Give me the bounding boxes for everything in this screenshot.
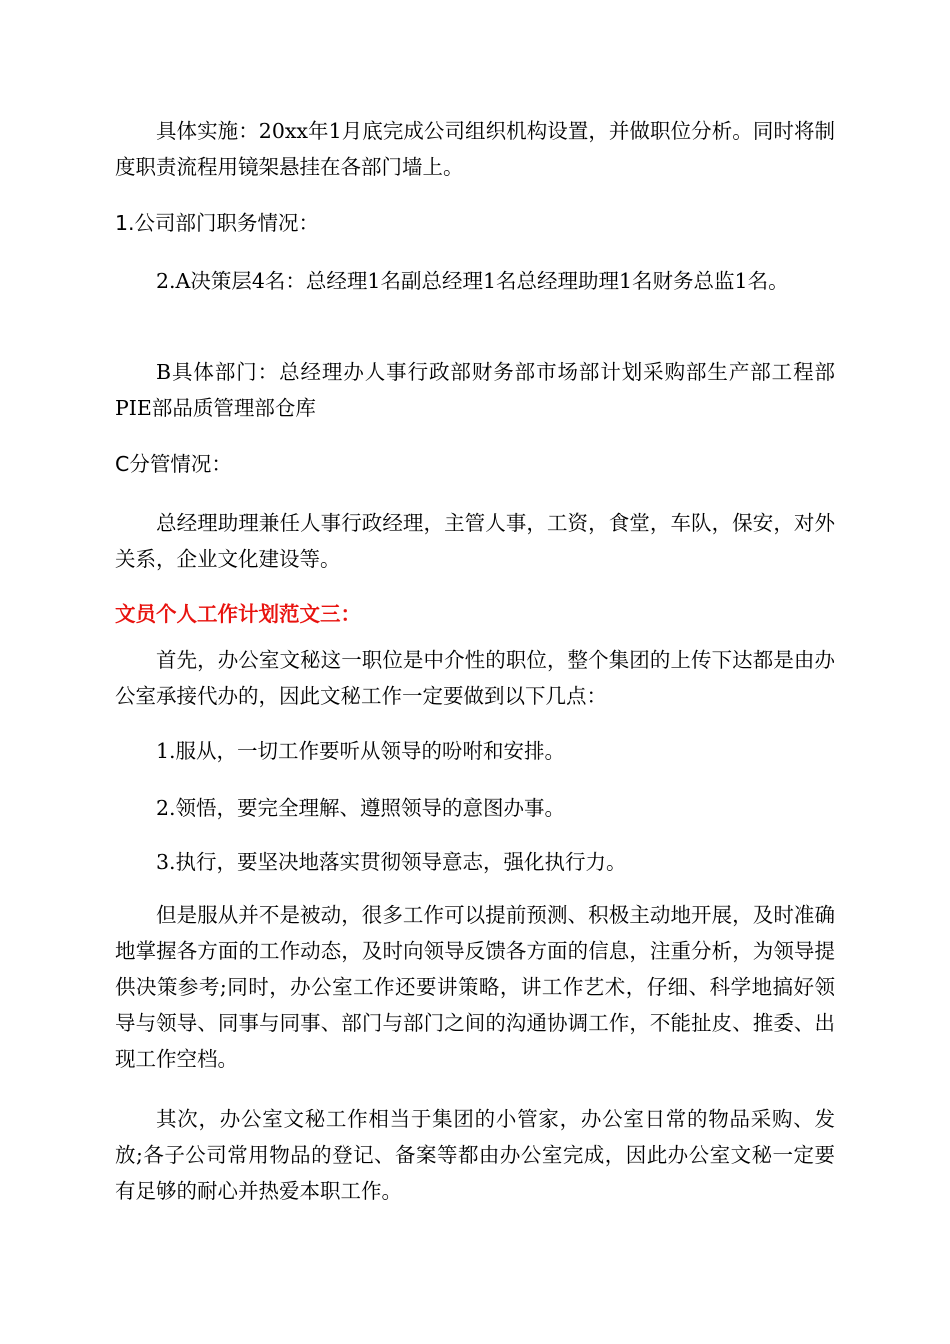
list-item-execute: 3.执行，要坚决地落实贯彻领导意志，强化执行力。 [156,850,627,874]
paragraph-first: 首先，办公室文秘这一职位是中介性的职位，整个集团的上传下达都是由办公室承接代办的，因此文秘工作一定要做到以下几点： [115,648,835,708]
list-item-comprehend: 2.领悟，要完全理解、遵照领导的意图办事。 [156,796,566,820]
paragraph-second: 其次，办公室文秘工作相当于集团的小管家，办公室日常的物品采购、发放;各子公司常用物品的登记、备案等都由办公室完成，因此办公室文秘一定要有足够的耐心并热爱本职工作。 [115,1107,835,1203]
section-heading: 文员个人工作计划范文三： [115,602,361,626]
paragraph-department-duties: 1.公司部门职务情况： [115,211,320,235]
paragraph-proactive: 但是服从并不是被动，很多工作可以提前预测、积极主动地开展，及时准确地掌握各方面的工作动态，及时向领导反馈各方面的信息，注重分析，为领导提供决策参考;同时，办公室工作还要讲策略，讲工作艺术，仔细、科学地搞好领导与领导、同事与同事、部门与部门之间的沟通协调工作，不能扯皮、推委、出现工作空档。 [115,903,835,1071]
list-item-obey: 1.服从，一切工作要听从领导的吩咐和安排。 [156,739,566,763]
paragraph-specific-departments: B具体部门：总经理办人事行政部财务部市场部计划采购部生产部工程部PIE部品质管理部仓库 [115,360,835,420]
paragraph-division: C分管情况： [115,452,232,476]
paragraph-implementation: 具体实施：20xx年1月底完成公司组织机构设置，并做职位分析。同时将制度职责流程用镜架悬挂在各部门墙上。 [115,119,835,179]
paragraph-decision-layer: 2.A决策层4名：总经理1名副总经理1名总经理助理1名财务总监1名。 [156,269,789,293]
paragraph-assistant-duties: 总经理助理兼任人事行政经理，主管人事，工资，食堂，车队，保安，对外关系，企业文化建设等。 [115,511,835,571]
